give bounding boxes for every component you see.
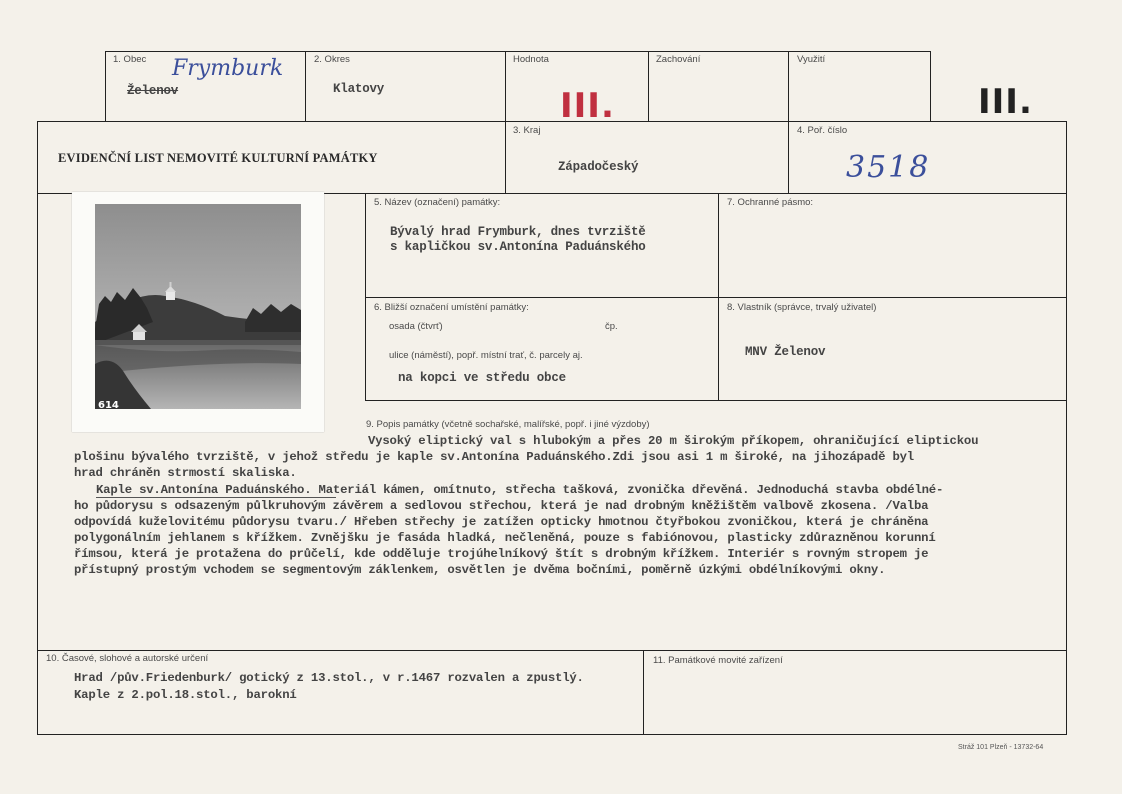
cislo-label: 4. Poř. číslo bbox=[797, 125, 848, 136]
popis-line: Vysoký eliptický val s hlubokým a přes 20 m širokým příkopem, ohraničující eliptickou bbox=[368, 434, 979, 448]
urceni-line-2: Kaple z 2.pol.18.stol., barokní bbox=[74, 688, 297, 702]
popis-line: plošinu bývalého tvrziště, v jehož středu je kaple sv.Antonína Paduánského.Zdi jsou asi 1 m široké, na jihozápadě byl bbox=[74, 450, 914, 464]
nazev-line-2: s kapličkou sv.Antonína Paduánského bbox=[390, 240, 646, 254]
grid-line bbox=[788, 51, 789, 193]
grid-line bbox=[365, 297, 1067, 298]
photo bbox=[72, 192, 324, 432]
zarizeni-label: 11. Památkové movité zařízení bbox=[653, 655, 783, 666]
vlastnik-value: MNV Želenov bbox=[745, 345, 826, 359]
popis-line: ho půdorysu s odsazeným půlkruhovým závěrem a sedlovou střechou, která je nad drobným kněžištěm valbově zkosena. /Valba bbox=[74, 499, 929, 513]
form-title: EVIDENČNÍ LIST NEMOVITÉ KULTURNÍ PAMÁTKY bbox=[58, 151, 378, 165]
grid-line bbox=[37, 650, 1067, 651]
grid-line bbox=[305, 51, 306, 121]
grid-line bbox=[1066, 121, 1067, 735]
grid-line bbox=[105, 51, 106, 121]
pasmo-label: 7. Ochranné pásmo: bbox=[727, 197, 814, 208]
footer-print-code: Stráž 101 Plzeň - 13732-64 bbox=[958, 744, 1044, 751]
umisteni-label: 6. Bližší označení umístění památky: bbox=[374, 302, 529, 313]
popis-line: Kaple sv.Antonína Paduánského. Materiál kámen, omítnuto, střecha tašková, zvonička dřevěná. Jednoduchá stavba obdélné- bbox=[96, 483, 944, 497]
zachovani-label: Zachování bbox=[656, 54, 701, 65]
grid-line bbox=[365, 400, 1067, 401]
grid-line bbox=[505, 51, 506, 193]
vyuziti-label: Využití bbox=[797, 54, 826, 65]
grid-line bbox=[648, 51, 649, 121]
grid-line bbox=[930, 51, 931, 121]
nazev-label: 5. Název (označení) památky: bbox=[374, 197, 501, 208]
popis-line: odpovídá kuželovitému půdorysu tvaru./ Hřeben střechy je zatížen opticky hmotnou čtyřbokou zvoničkou, která je chráněna bbox=[74, 515, 929, 529]
popis-line: římsou, která je protažena do průčelí, kde odděluje trojúhelníkový štít s drobným křížkem. Interiér s rovným stropem je bbox=[74, 547, 929, 561]
popis-line: polygonálním jehlanem s křížkem. Zvnějšku je fasáda hladká, nečleněná, pouze s fabiónovou, plasticky zdůrazněnou korunní bbox=[74, 531, 936, 545]
popis-line: přístupný prostým vchodem se segmentovým záklenkem, osvětlen je dvěma bočními, poměrně úzkými obdélníkovými okny. bbox=[74, 563, 886, 577]
okres-value: Klatovy bbox=[333, 82, 385, 96]
urceni-label: 10. Časové, slohové a autorské určení bbox=[46, 653, 209, 664]
umisteni-value: na kopci ve středu obce bbox=[398, 371, 566, 385]
grid-line bbox=[105, 51, 931, 52]
photo-number: 614 bbox=[98, 400, 119, 411]
kraj-value: Západočeský bbox=[558, 160, 639, 174]
osada-label: osada (čtvrť) bbox=[389, 321, 443, 332]
side-value: III. bbox=[978, 82, 1033, 122]
ulice-label: ulice (náměstí), popř. místní trať, č. parcely aj. bbox=[389, 350, 583, 361]
kraj-label: 3. Kraj bbox=[513, 125, 541, 136]
cp-label: čp. bbox=[605, 321, 618, 332]
hodnota-value: III. bbox=[560, 86, 615, 126]
grid-line bbox=[37, 121, 1067, 122]
popis-label: 9. Popis památky (včetně sochařské, malířské, popř. i jiné výzdoby) bbox=[366, 419, 650, 430]
grid-line bbox=[643, 650, 644, 735]
cislo-value: 3518 bbox=[846, 150, 931, 185]
obec-value: Želenov bbox=[127, 84, 179, 98]
hodnota-label: Hodnota bbox=[513, 54, 549, 65]
underline bbox=[96, 497, 336, 498]
photo-image bbox=[95, 204, 301, 409]
grid-line bbox=[37, 734, 1067, 735]
nazev-line-1: Bývalý hrad Frymburk, dnes tvrziště bbox=[390, 225, 646, 239]
vlastnik-label: 8. Vlastník (správce, trvalý uživatel) bbox=[727, 302, 877, 313]
okres-label: 2. Okres bbox=[314, 54, 350, 65]
obec-handwritten: Frymburk bbox=[172, 56, 284, 81]
urceni-line-1: Hrad /pův.Friedenburk/ gotický z 13.stol., v r.1467 rozvalen a zpustlý. bbox=[74, 671, 584, 685]
obec-label: 1. Obec bbox=[113, 54, 147, 65]
popis-line: hrad chráněn strmostí skaliska. bbox=[74, 466, 297, 480]
grid-line bbox=[37, 121, 38, 735]
